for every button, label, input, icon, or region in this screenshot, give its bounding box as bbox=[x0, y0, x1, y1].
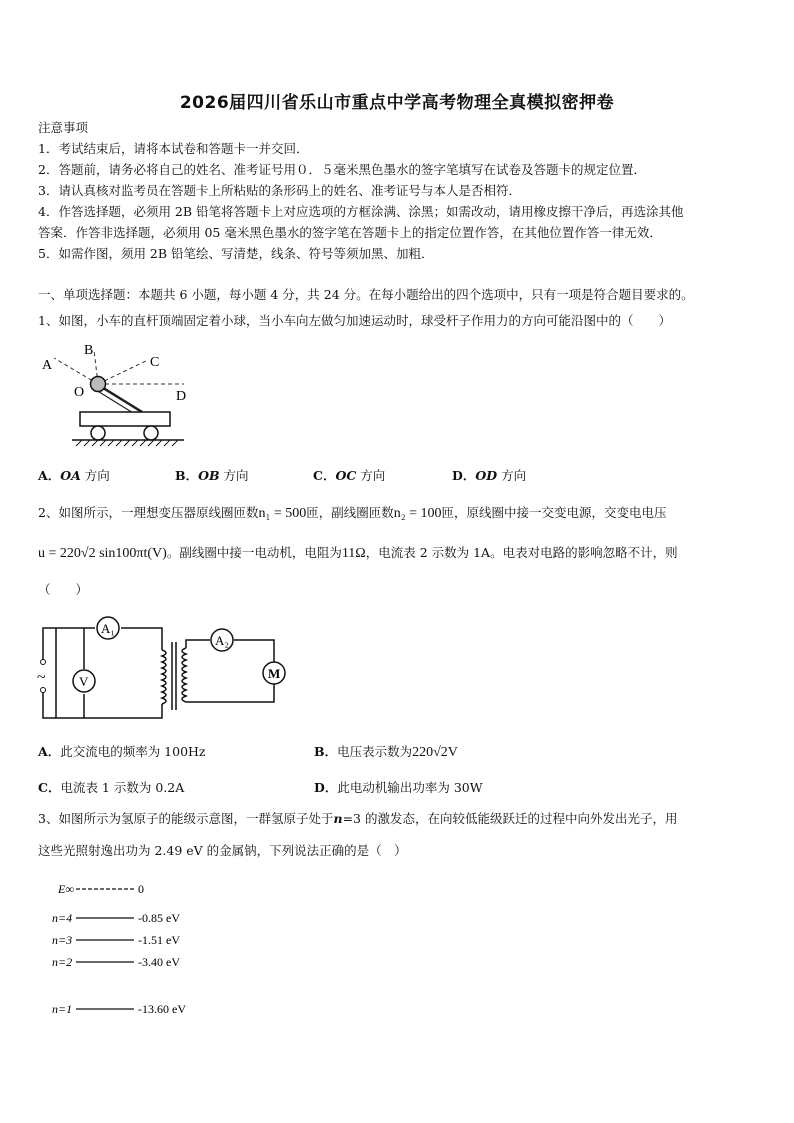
q1-option-c: C．OC 方向 bbox=[313, 468, 386, 483]
resistance-expression: 11Ω bbox=[341, 546, 366, 561]
q3-stem-line2: 这些光照射逸出功为 2.49 eV 的金属钠，下列说法正确的是（ ） bbox=[38, 843, 407, 858]
level-value: -1.51 eV bbox=[138, 933, 180, 947]
level-label: E∞ bbox=[58, 882, 74, 896]
page-title: 2026届四川省乐山市重点中学高考物理全真模拟密押卷 bbox=[179, 93, 615, 113]
ammeter2-label: A₂ bbox=[215, 633, 229, 648]
notice-heading: 注意事项 bbox=[38, 120, 89, 135]
ball-icon bbox=[91, 377, 106, 392]
ammeter1-label: A₁ bbox=[101, 621, 115, 636]
q2-option-c: C．电流表 1 示数为 0.2A bbox=[38, 780, 185, 795]
notice-item: 5．如需作图，须用 2B 铅笔绘、写清楚，线条、符号等须加黑、加粗． bbox=[38, 246, 434, 261]
q3-energy-level-figure bbox=[40, 875, 210, 1025]
label-o: O bbox=[74, 385, 85, 400]
q1-option-d: D．OD 方向 bbox=[452, 468, 527, 483]
notice-item: 2．答题前，请务必将自己的姓名、准考证号用０．５毫米黑色墨水的签字笔填写在试卷及答题卡的规定位置． bbox=[38, 162, 646, 177]
level-label: n=2 bbox=[52, 955, 73, 969]
ac-source-icon: ~ bbox=[37, 669, 46, 686]
q1-option-a: A．OA 方向 bbox=[38, 468, 110, 483]
voltage-expression: u = 220√2 sin100πt(V) bbox=[38, 546, 167, 561]
section-heading: 一、单项选择题：本题共 6 小题，每小题 4 分，共 24 分。在每小题给出的四个选项中，只有一项是符合题目要求的。 bbox=[38, 287, 694, 302]
notice-item: 答案．作答非选择题，必须用 05 毫米黑色墨水的签字笔在答题卡上的指定位置作答，在其他位置作答一律无效． bbox=[38, 225, 662, 240]
n2-expression: n₂ = 100 bbox=[393, 506, 442, 521]
wheel-icon bbox=[91, 426, 105, 440]
q2-transformer-figure bbox=[38, 612, 298, 724]
label-a: A bbox=[42, 358, 53, 373]
q3-stem-line1: 3、如图所示为氢原子的能级示意图，一群氢原子处于n=3 的激发态，在向较低能级跃迁的过程中向外发出光子，用 bbox=[38, 811, 678, 826]
notice-item: 3．请认真核对监考员在答题卡上所粘贴的条形码上的姓名、准考证号与本人是否相符． bbox=[38, 183, 521, 198]
n1-expression: n₁ = 500 bbox=[258, 506, 307, 521]
level-label: n=1 bbox=[52, 1002, 73, 1016]
notice-item: 4．作答选择题，必须用 2B 铅笔将答题卡上对应选项的方框涂满、涂黑；如需改动，请用橡皮擦干净后，再选涂其他 bbox=[38, 204, 684, 219]
wheel-icon bbox=[144, 426, 158, 440]
label-c: C bbox=[150, 355, 160, 370]
level-value: -3.40 eV bbox=[138, 955, 180, 969]
level-label: n=3 bbox=[52, 933, 73, 947]
motor-label: M bbox=[268, 666, 281, 681]
q1-cart-figure bbox=[38, 336, 218, 448]
q2-paren: （ ） bbox=[38, 582, 89, 597]
q1-stem: 1、如图，小车的直杆顶端固定着小球，当小车向左做匀加速运动时，球受杆子作用力的方向可能沿图中的（ ） bbox=[38, 313, 671, 328]
level-value: -0.85 eV bbox=[138, 911, 180, 925]
q2-stem-line2: u = 220√2 sin100πt(V)。副线圈中接一电动机，电阻为11Ω，电流表 2 示数为 1A。电表对电路的影响忽略不计，则 bbox=[38, 545, 678, 561]
q2-option-d: D．此电动机输出功率为 30W bbox=[314, 780, 483, 795]
level-label: n=4 bbox=[52, 911, 73, 925]
label-b: B bbox=[84, 343, 94, 358]
label-d: D bbox=[176, 389, 187, 404]
notice-item: 1．考试结束后，请将本试卷和答题卡一并交回． bbox=[38, 141, 309, 156]
q2-option-a: A．此交流电的频率为 100Hz bbox=[38, 744, 206, 759]
level-value: 0 bbox=[138, 882, 144, 896]
q2-option-b: B．电压表示数为220√2V bbox=[314, 744, 458, 760]
q1-option-b: B．OB 方向 bbox=[175, 468, 249, 483]
level-value: -13.60 eV bbox=[138, 1002, 186, 1016]
voltmeter-label: V bbox=[79, 674, 89, 689]
q2-stem-line1: 2、如图所示，一理想变压器原线圈匝数n₁ = 500匝，副线圈匝数n₂ = 100匝，原线圈中接一交变电源，交变电电压 bbox=[38, 505, 667, 521]
